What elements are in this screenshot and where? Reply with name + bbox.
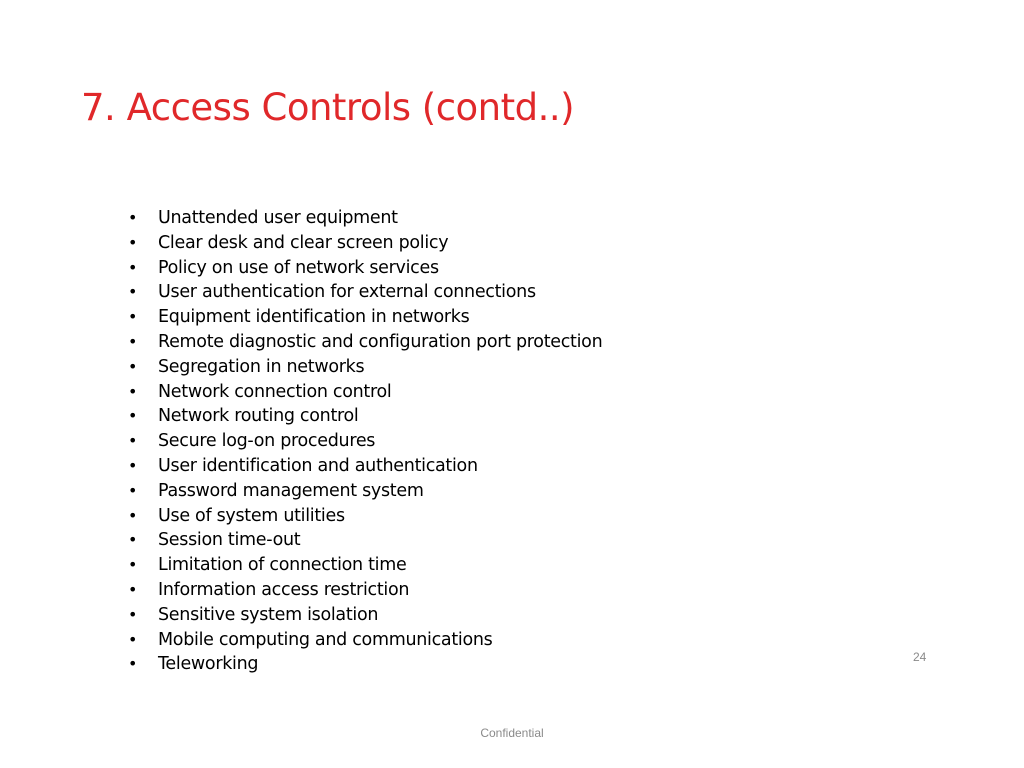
bullet-item xyxy=(128,628,602,653)
bullet-icon: • xyxy=(128,629,138,649)
bullet-text: Teleworking xyxy=(158,654,259,675)
bullet-text: Policy on use of network services xyxy=(158,257,439,278)
bullet-item xyxy=(128,553,602,578)
bullet-text: Information access restriction xyxy=(158,579,410,600)
bullet-item xyxy=(128,479,602,504)
bullet-item xyxy=(128,404,602,429)
bullet-icon: • xyxy=(128,307,138,327)
bullet-item xyxy=(128,380,602,405)
bullet-item xyxy=(128,454,602,479)
bullet-item xyxy=(128,330,602,355)
bullet-text: User authentication for external connections xyxy=(158,282,536,303)
bullet-icon: • xyxy=(128,480,138,500)
page-number: 24 xyxy=(913,650,927,664)
bullet-item xyxy=(128,206,602,231)
bullet-icon: • xyxy=(128,455,138,475)
bullet-icon: • xyxy=(128,406,138,426)
bullet-item xyxy=(128,578,602,603)
bullet-text: Network routing control xyxy=(158,406,359,427)
bullet-item xyxy=(128,652,602,677)
bullet-text: Use of system utilities xyxy=(158,505,345,526)
bullet-icon: • xyxy=(128,431,138,451)
bullet-item xyxy=(128,355,602,380)
bullet-item xyxy=(128,256,602,281)
bullet-icon: • xyxy=(128,555,138,575)
bullet-icon: • xyxy=(128,282,138,302)
bullet-text: Equipment identification in networks xyxy=(158,307,470,328)
bullet-item xyxy=(128,305,602,330)
bullet-icon: • xyxy=(128,381,138,401)
bullet-text: Segregation in networks xyxy=(158,356,365,377)
bullet-icon: • xyxy=(128,505,138,525)
bullet-text: User identification and authentication xyxy=(158,455,478,476)
footer-confidential: Confidential xyxy=(480,726,544,740)
bullet-item xyxy=(128,528,602,553)
bullet-text: Password management system xyxy=(158,480,424,501)
bullet-text: Sensitive system isolation xyxy=(158,604,379,625)
bullet-item xyxy=(128,429,602,454)
bullet-text: Secure log-on procedures xyxy=(158,431,376,452)
bullet-icon: • xyxy=(128,654,138,674)
bullet-text: Unattended user equipment xyxy=(158,208,398,228)
bullet-icon: • xyxy=(128,356,138,376)
bullet-list xyxy=(128,206,602,677)
bullet-item xyxy=(128,280,602,305)
bullet-icon: • xyxy=(128,530,138,550)
bullet-item xyxy=(128,603,602,628)
bullet-item xyxy=(128,231,602,256)
bullet-text: Clear desk and clear screen policy xyxy=(158,232,449,253)
bullet-item xyxy=(128,504,602,529)
bullet-icon: • xyxy=(128,232,138,252)
bullet-text: Mobile computing and communications xyxy=(158,629,493,650)
slide-title: 7. Access Controls (contd..) xyxy=(81,86,575,129)
bullet-text: Session time-out xyxy=(158,530,301,551)
bullet-text: Remote diagnostic and configuration port protection xyxy=(158,331,603,352)
bullet-icon: • xyxy=(128,331,138,351)
bullet-text: Limitation of connection time xyxy=(158,555,407,576)
bullet-icon: • xyxy=(128,579,138,599)
bullet-text: Network connection control xyxy=(158,381,392,402)
bullet-icon: • xyxy=(128,257,138,277)
bullet-icon: • xyxy=(128,208,138,227)
bullet-icon: • xyxy=(128,604,138,624)
